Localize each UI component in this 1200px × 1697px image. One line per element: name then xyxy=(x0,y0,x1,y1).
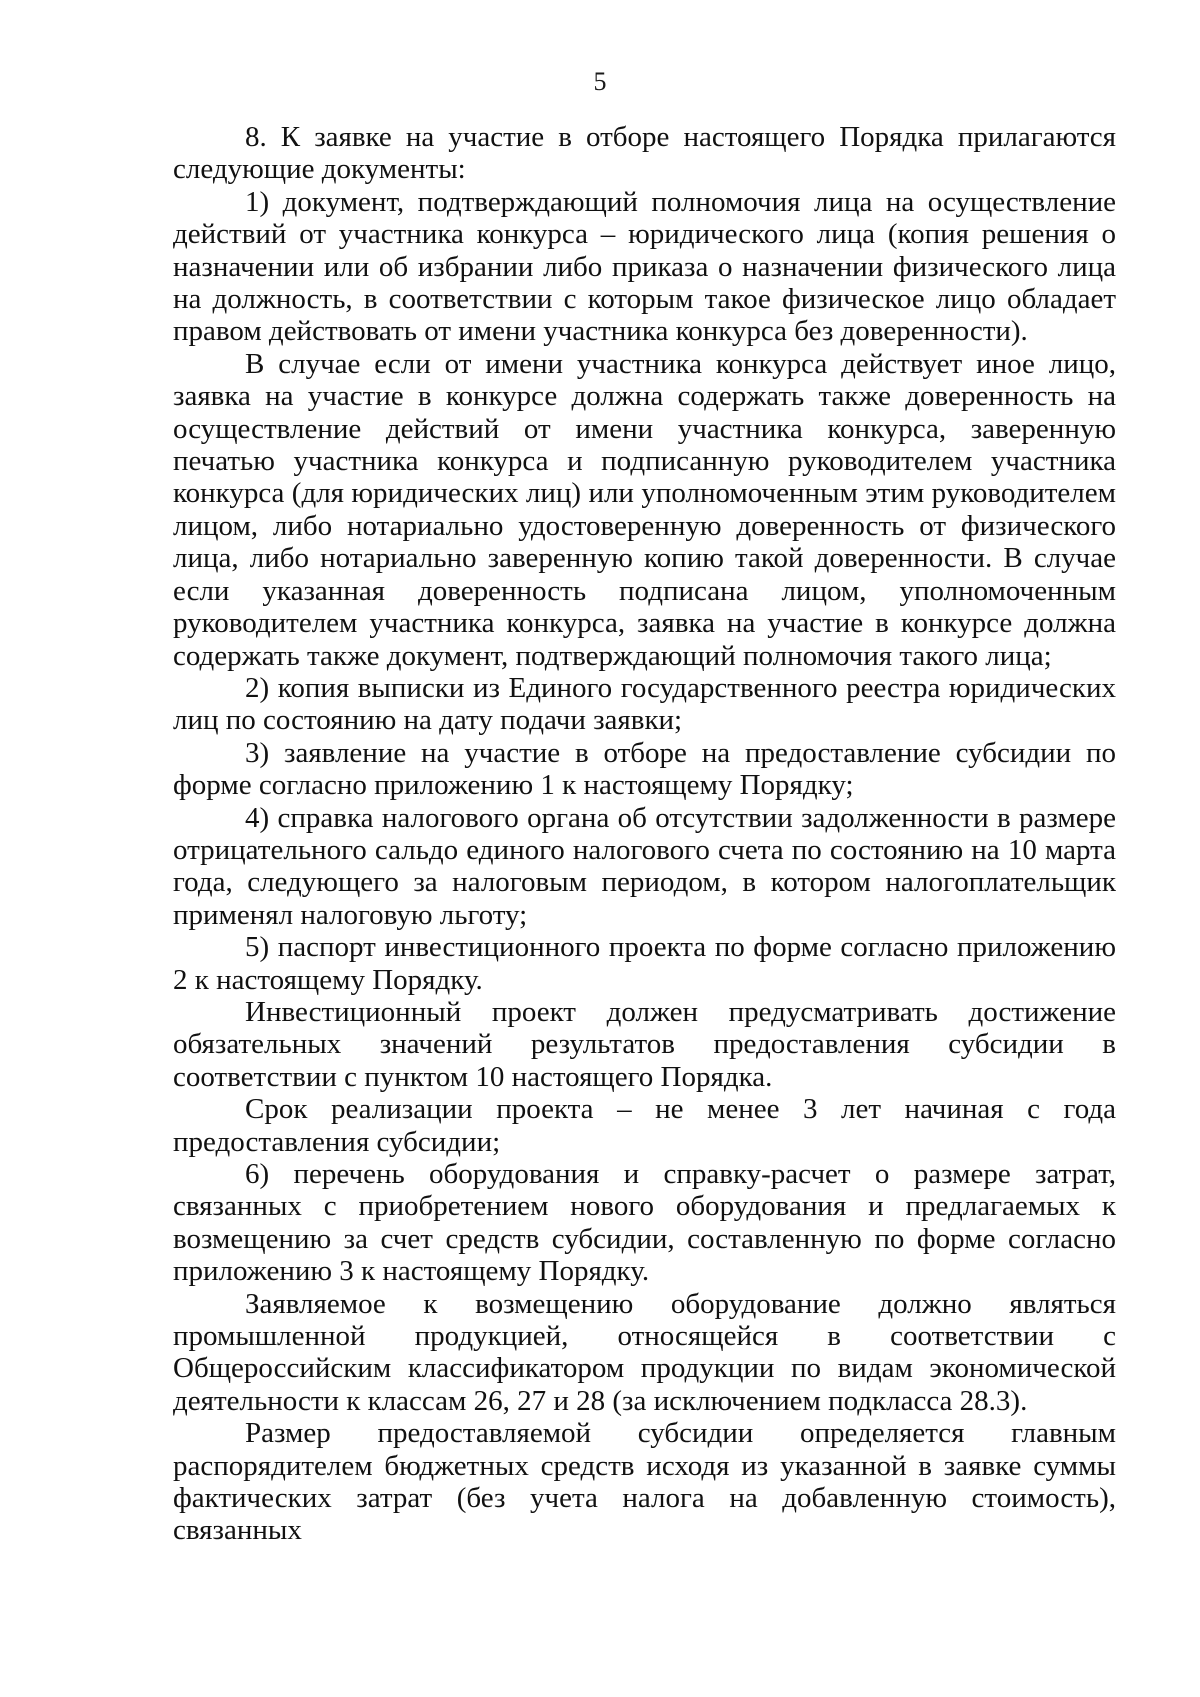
paragraph-investment-project: Инвестиционный проект должен предусматривать достижение обязательных значений результатов предоставления субсидии в соответствии с пунктом 10 настоящего Порядка. xyxy=(173,995,1116,1093)
paragraph-item-8-intro: 8. К заявке на участие в отборе настоящего Порядка прилагаются следующие документы: xyxy=(173,121,1116,186)
paragraph-subitem-4: 4) справка налогового органа об отсутствии задолженности в размере отрицательного сальдо единого налогового счета по состоянию на 10 марта года, следующего за налоговым периодом, в котором налогоплательщик применял налоговую льготу; xyxy=(173,801,1116,931)
document-body xyxy=(173,121,1116,1547)
paragraph-subsidy-amount: Размер предоставляемой субсидии определяется главным распорядителем бюджетных средств исходя из указанной в заявке суммы фактических затрат (без учета налога на добавленную стоимость), связанных xyxy=(173,1417,1116,1547)
paragraph-subitem-1: 1) документ, подтверждающий полномочия лица на осуществление действий от участника конкурса – юридического лица (копия решения о назначении или об избрании либо приказа о назначении физического лица на должность, в соответствии с которым такое физическое лицо обладает правом действовать от имени участника конкурса без доверенности). xyxy=(173,185,1116,348)
paragraph-subitem-5: 5) паспорт инвестиционного проекта по форме согласно приложению 2 к настоящему Порядку. xyxy=(173,931,1116,996)
paragraph-subitem-6: 6) перечень оборудования и справку-расчет о размере затрат, связанных с приобретением нового оборудования и предлагаемых к возмещению за счет средств субсидии, составленную по форме согласно приложению 3 к настоящему Порядку. xyxy=(173,1158,1116,1288)
paragraph-representative-case: В случае если от имени участника конкурса действует иное лицо, заявка на участие в конкурсе должна содержать также доверенность на осуществление действий от имени участника конкурса, заверенную печатью участника конкурса и подписанную руководителем участника конкурса (для юридических лиц) или уполномоченным этим руководителем лицом, либо нотариально удостоверенную доверенность от физического лица, либо нотариально заверенную копию такой доверенности. В случае если указанная доверенность подписана лицом, уполномоченным руководителем участника конкурса, заявка на участие в конкурсе должна содержать также документ, подтверждающий полномочия такого лица; xyxy=(173,347,1116,672)
paragraph-project-term: Срок реализации проекта – не менее 3 лет начиная с года предоставления субсидии; xyxy=(173,1093,1116,1158)
paragraph-equipment: Заявляемое к возмещению оборудование должно являться промышленной продукцией, относящейся в соответствии с Общероссийским классификатором продукции по видам экономической деятельности к классам 26, 27 и 28 (за исключением подкласса 28.3). xyxy=(173,1287,1116,1417)
paragraph-subitem-2: 2) копия выписки из Единого государственного реестра юридических лиц по состоянию на дату подачи заявки; xyxy=(173,671,1116,737)
page-number: 5 xyxy=(593,67,607,96)
paragraph-subitem-3: 3) заявление на участие в отборе на предоставление субсидии по форме согласно приложению 1 к настоящему Порядку; xyxy=(173,736,1116,802)
